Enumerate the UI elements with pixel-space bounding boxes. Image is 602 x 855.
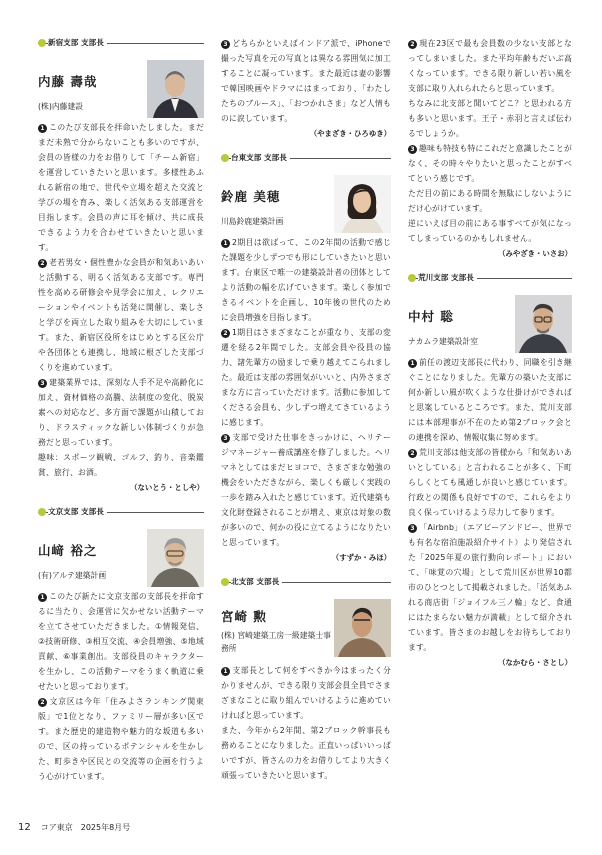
person-name: 宮崎 勲: [221, 609, 267, 624]
number-badge-icon: 2: [38, 259, 47, 268]
person-organization: (株) 宮崎建築工房一級建築士事務所: [221, 631, 331, 653]
section-label: 北支部 支部長: [231, 575, 282, 589]
section-body: [221, 663, 391, 783]
number-badge-icon: 2: [408, 40, 417, 49]
person-organization: (有)アルテ建築計画: [38, 571, 107, 580]
signature: （すずか・みほ）: [331, 553, 391, 562]
paragraph: [38, 589, 204, 694]
paragraph: [408, 355, 572, 445]
paragraph-text: 前任の渡辺支部長に代わり、同職を引き継ぐことになりました。先輩方の築いた支部に何か新しい風が吹くような仕掛けができればと思案しているところです。また、荒川支部には本部理事が不在のため第2ブロック会との連携を深め、情報収集に努めます。: [408, 358, 572, 442]
bullet-dot-icon: [38, 39, 46, 47]
number-badge-icon: 1: [221, 239, 230, 248]
section-body: [408, 355, 572, 670]
paragraph-text: また、今年から2年間、第2ブロック幹事長も務めることになりました。正直いっぱいいっぱいですが、皆さんの力をお借りしてより大きく頑張っていきたいと思います。: [221, 726, 391, 780]
profile: [38, 529, 204, 589]
section-label: 文京支部 支部長: [48, 505, 107, 519]
section-body: [38, 589, 204, 784]
person-name: 内藤 壽哉: [38, 74, 98, 89]
paragraph: [408, 96, 572, 141]
person-name: 中村 聡: [408, 309, 454, 324]
paragraph: [38, 255, 204, 375]
paragraph: [408, 36, 572, 96]
bullet-dot-icon: [408, 274, 416, 282]
number-badge-icon: 1: [408, 359, 417, 368]
paragraph: [221, 663, 391, 723]
section-header: [221, 151, 391, 165]
number-badge-icon: 2: [221, 329, 230, 338]
paragraph-text: 支部で受けた仕事をきっかけに、ヘリテージマネージャー養成講座を修了しました。ヘリマネとしてはまだヒヨコで、さまざまな勉強の機会をいただきながら、楽しくも厳しく実践の一歩を踏み入れたと感じています。近代建築も文化財登録されることが増え、東京は対象の数が多いので、何かの役に立てるようになりたいと思っています。: [221, 433, 391, 547]
number-badge-icon: 1: [38, 593, 47, 602]
section-body: [221, 235, 391, 565]
page-footer: [18, 822, 130, 833]
paragraph: [408, 216, 572, 246]
signature: （やまざき・ひろゆき）: [309, 129, 391, 138]
paragraph: [408, 445, 572, 520]
section-header: [221, 575, 391, 589]
paragraph-text: 建築業界では、深刻な人手不足や高齢化に加え、資材価格の高騰、法制度の変化、脱炭素への対応など、多方面で課題が山積しており、ドラスティックな新しい体制づくりが急務だと思っています。: [38, 378, 204, 447]
bullet-dot-icon: [221, 154, 229, 162]
person-name: 鈴鹿 美穂: [221, 189, 281, 204]
profile: [408, 295, 572, 355]
section-body: [408, 36, 572, 261]
paragraph: [38, 120, 204, 255]
portrait-photo: [147, 60, 204, 118]
number-badge-icon: 3: [38, 379, 47, 388]
paragraph: [408, 186, 572, 216]
number-badge-icon: 1: [221, 667, 230, 676]
paragraph: [221, 723, 391, 783]
section-header: [38, 36, 204, 50]
paragraph-text: 現在23区で最も会員数の少ない支部となってしまいました。また平均年齢もだいぶ高くなっています。できる限り新しい若い風を支部に取り入れられたらと思っています。: [408, 39, 572, 93]
paragraph-text: 逆にいえば目の前にある事すべてが気になってしまっているのかもしれません。: [408, 219, 572, 243]
portrait-photo: [334, 175, 391, 233]
paragraph-text: 支部長として何をすべきか今はまったく分かりませんが、できる限り支部会員全員でさまざまなことに取り組んでいけるように進めていければと思っています。: [221, 666, 391, 720]
section-header: [408, 271, 572, 285]
portrait-photo: [147, 529, 204, 587]
number-badge-icon: 3: [221, 434, 230, 443]
paragraph-text: どちらかといえばインドア派で、iPhoneで撮った写真を元の写真とは異なる雰囲気に加工することに凝っています。また最近は妻の影響で韓国映画やドラマにはまっており、「わたしたちのブルース」、「おつかれさま」など人情ものに涙しています。: [221, 39, 391, 123]
page-number: 12: [18, 822, 31, 833]
paragraph-text: 1期目はさまざまなことが重なり、支部の変遷を経る2年間でした。支部会員や役員の協力、諸先輩方の励ましで乗り越えてこられました。最近は支部の雰囲気がいいと、内外さまざまな方に言っていただけます。活動に参加してくださる会員も、少しずつ増えてきているように感じます。: [221, 328, 391, 427]
section-label: 台東支部 支部長: [231, 151, 290, 165]
number-badge-icon: 3: [221, 40, 230, 49]
paragraph: [38, 450, 204, 480]
signature: （なかむら・さとし）: [498, 658, 572, 667]
number-badge-icon: 2: [38, 698, 47, 707]
paragraph: [408, 520, 572, 655]
bullet-dot-icon: [38, 508, 46, 516]
paragraph-text: 荒川支部は他支部の皆様から「和気あいあいとしている」と言われることが多く、下町らしくとても風通しが良いと感じています。行政との関係も良好ですので、これらをより良く保っていけるよう尽力して参ります。: [408, 448, 572, 517]
section-arakawa: [408, 271, 572, 670]
paragraph-text: 2期目は欲ばって、この2年間の活動で感じた課題を少しずつでも形にしていきたいと思います。台東区で唯一の建築設計者の団体としてより活動の幅を広げていきます。楽しく参加できるイベントを企画し、10年後の世代のために会員増強を目指します。: [221, 238, 391, 322]
number-badge-icon: 3: [408, 145, 417, 154]
section-body: [38, 120, 204, 495]
person-organization: 川島鈴鹿建築計画: [221, 217, 284, 226]
paragraph-text: ただ目の前にある時間を無駄にしないようにだけ心がけています。: [408, 189, 572, 213]
paragraph-text: このたび支部長を拝命いたしました。まだまだ未熟で分からないことも多いのですが、会員の皆様の力をお借りして「チーム新宿」を運営していきたいと思います。多様性あふれる新宿の地で、世代や立場を超えた交流と学びの場を育み、楽しく活気ある支部運営を目指します。会員の声に耳を傾け、共に成長できるよう力を合わせていきたいと思います。: [38, 123, 204, 252]
paragraph-text: 「Airbnb」（エアビーアンドビー、世界でも有名な宿泊施設紹介サイト）より発信された「2025年夏の旅行動向レポート」において、「味覚の穴場」として荒川区が世界10都市のひとつとして掲載されました。「活気あふれる商店街「ジョイフル三ノ輪」など、食通にはたまらない魅力が満載」として紹介されています。皆さまのお越しをお待ちしております。: [408, 523, 572, 652]
paragraph: [38, 694, 204, 784]
portrait-photo: [334, 599, 391, 657]
section-kita: [221, 575, 391, 783]
section-label: 荒川支部 支部長: [418, 271, 477, 285]
paragraph: [408, 141, 572, 186]
signature: （みやざき・いさお）: [498, 249, 572, 258]
paragraph-text: 老若男女・個性豊かな会員が和気あいあいと活動する、明るく活気ある支部です。専門性を高める研修会や見学会に加え、レクリエーションやイベントも活発に開催し、楽しさと学びを両立した取り組みを大切にしています。また、新宿区役所をはじめとする区公庁や各団体とも連携し、地域に根ざした支部づくりを進めています。: [38, 258, 204, 372]
paragraph: [38, 375, 204, 450]
profile: [221, 599, 391, 663]
paragraph: [221, 235, 391, 325]
paragraph: [221, 325, 391, 430]
section-kita-continued: [408, 36, 572, 261]
number-badge-icon: 2: [408, 449, 417, 458]
paragraph: [221, 36, 391, 126]
signature: （ないとう・としや）: [130, 483, 204, 492]
section-body: [221, 36, 391, 141]
paragraph-text: ちなみに北支部と聞いてどこ？と思われる方も多いと思います。王子・赤羽と言えば伝わるでしょうか。: [408, 99, 572, 138]
section-taito: [221, 151, 391, 565]
person-name: 山﨑 裕之: [38, 543, 98, 558]
bullet-dot-icon: [221, 578, 229, 586]
number-badge-icon: 1: [38, 124, 47, 133]
section-bunkyo-continued: [221, 36, 391, 141]
section-header: [38, 505, 204, 519]
portrait-photo: [515, 295, 572, 353]
paragraph-text: 趣味も特技も特にこれだと意識したことがなく、その時々やりたいと思ったことがすべてという感じです。: [408, 144, 572, 183]
publication-name: コア東京 2025年8月号: [40, 823, 131, 832]
paragraph-text: 趣味：スポーツ観戦、ゴルフ、釣り、音楽鑑賞、旅行、お酒。: [38, 453, 204, 477]
profile: [38, 60, 204, 120]
number-badge-icon: 3: [408, 524, 417, 533]
person-organization: ナカムラ建築設計室: [408, 337, 479, 346]
section-bunkyo: [38, 505, 204, 784]
person-organization: (株)内藤建設: [38, 102, 84, 111]
profile: [221, 175, 391, 235]
paragraph: [221, 430, 391, 550]
section-shinjuku: [38, 36, 204, 495]
section-label: 新宿支部 支部長: [48, 36, 107, 50]
paragraph-text: 文京区は今年「住みよさランキング関東版」で1位となり、ファミリー層が多い区です。また歴史的建造物や魅力的な坂道も多いので、区の持っているポテンシャルを生かした、町歩きや区民との交流等の企画を行うよう心がけています。: [38, 697, 204, 781]
paragraph-text: このたび新たに文京支部の支部長を拝命するに当たり、会運営に欠かせない活動テーマを立てさせていただきました。①情報発信、②技術研修、③相互交流、④会員増強、⑤地域貢献、⑥事業創出。支部役員のキャラクターを生かし、この活動テーマをうまく軌道に乗せたいと思っております。: [38, 592, 204, 691]
